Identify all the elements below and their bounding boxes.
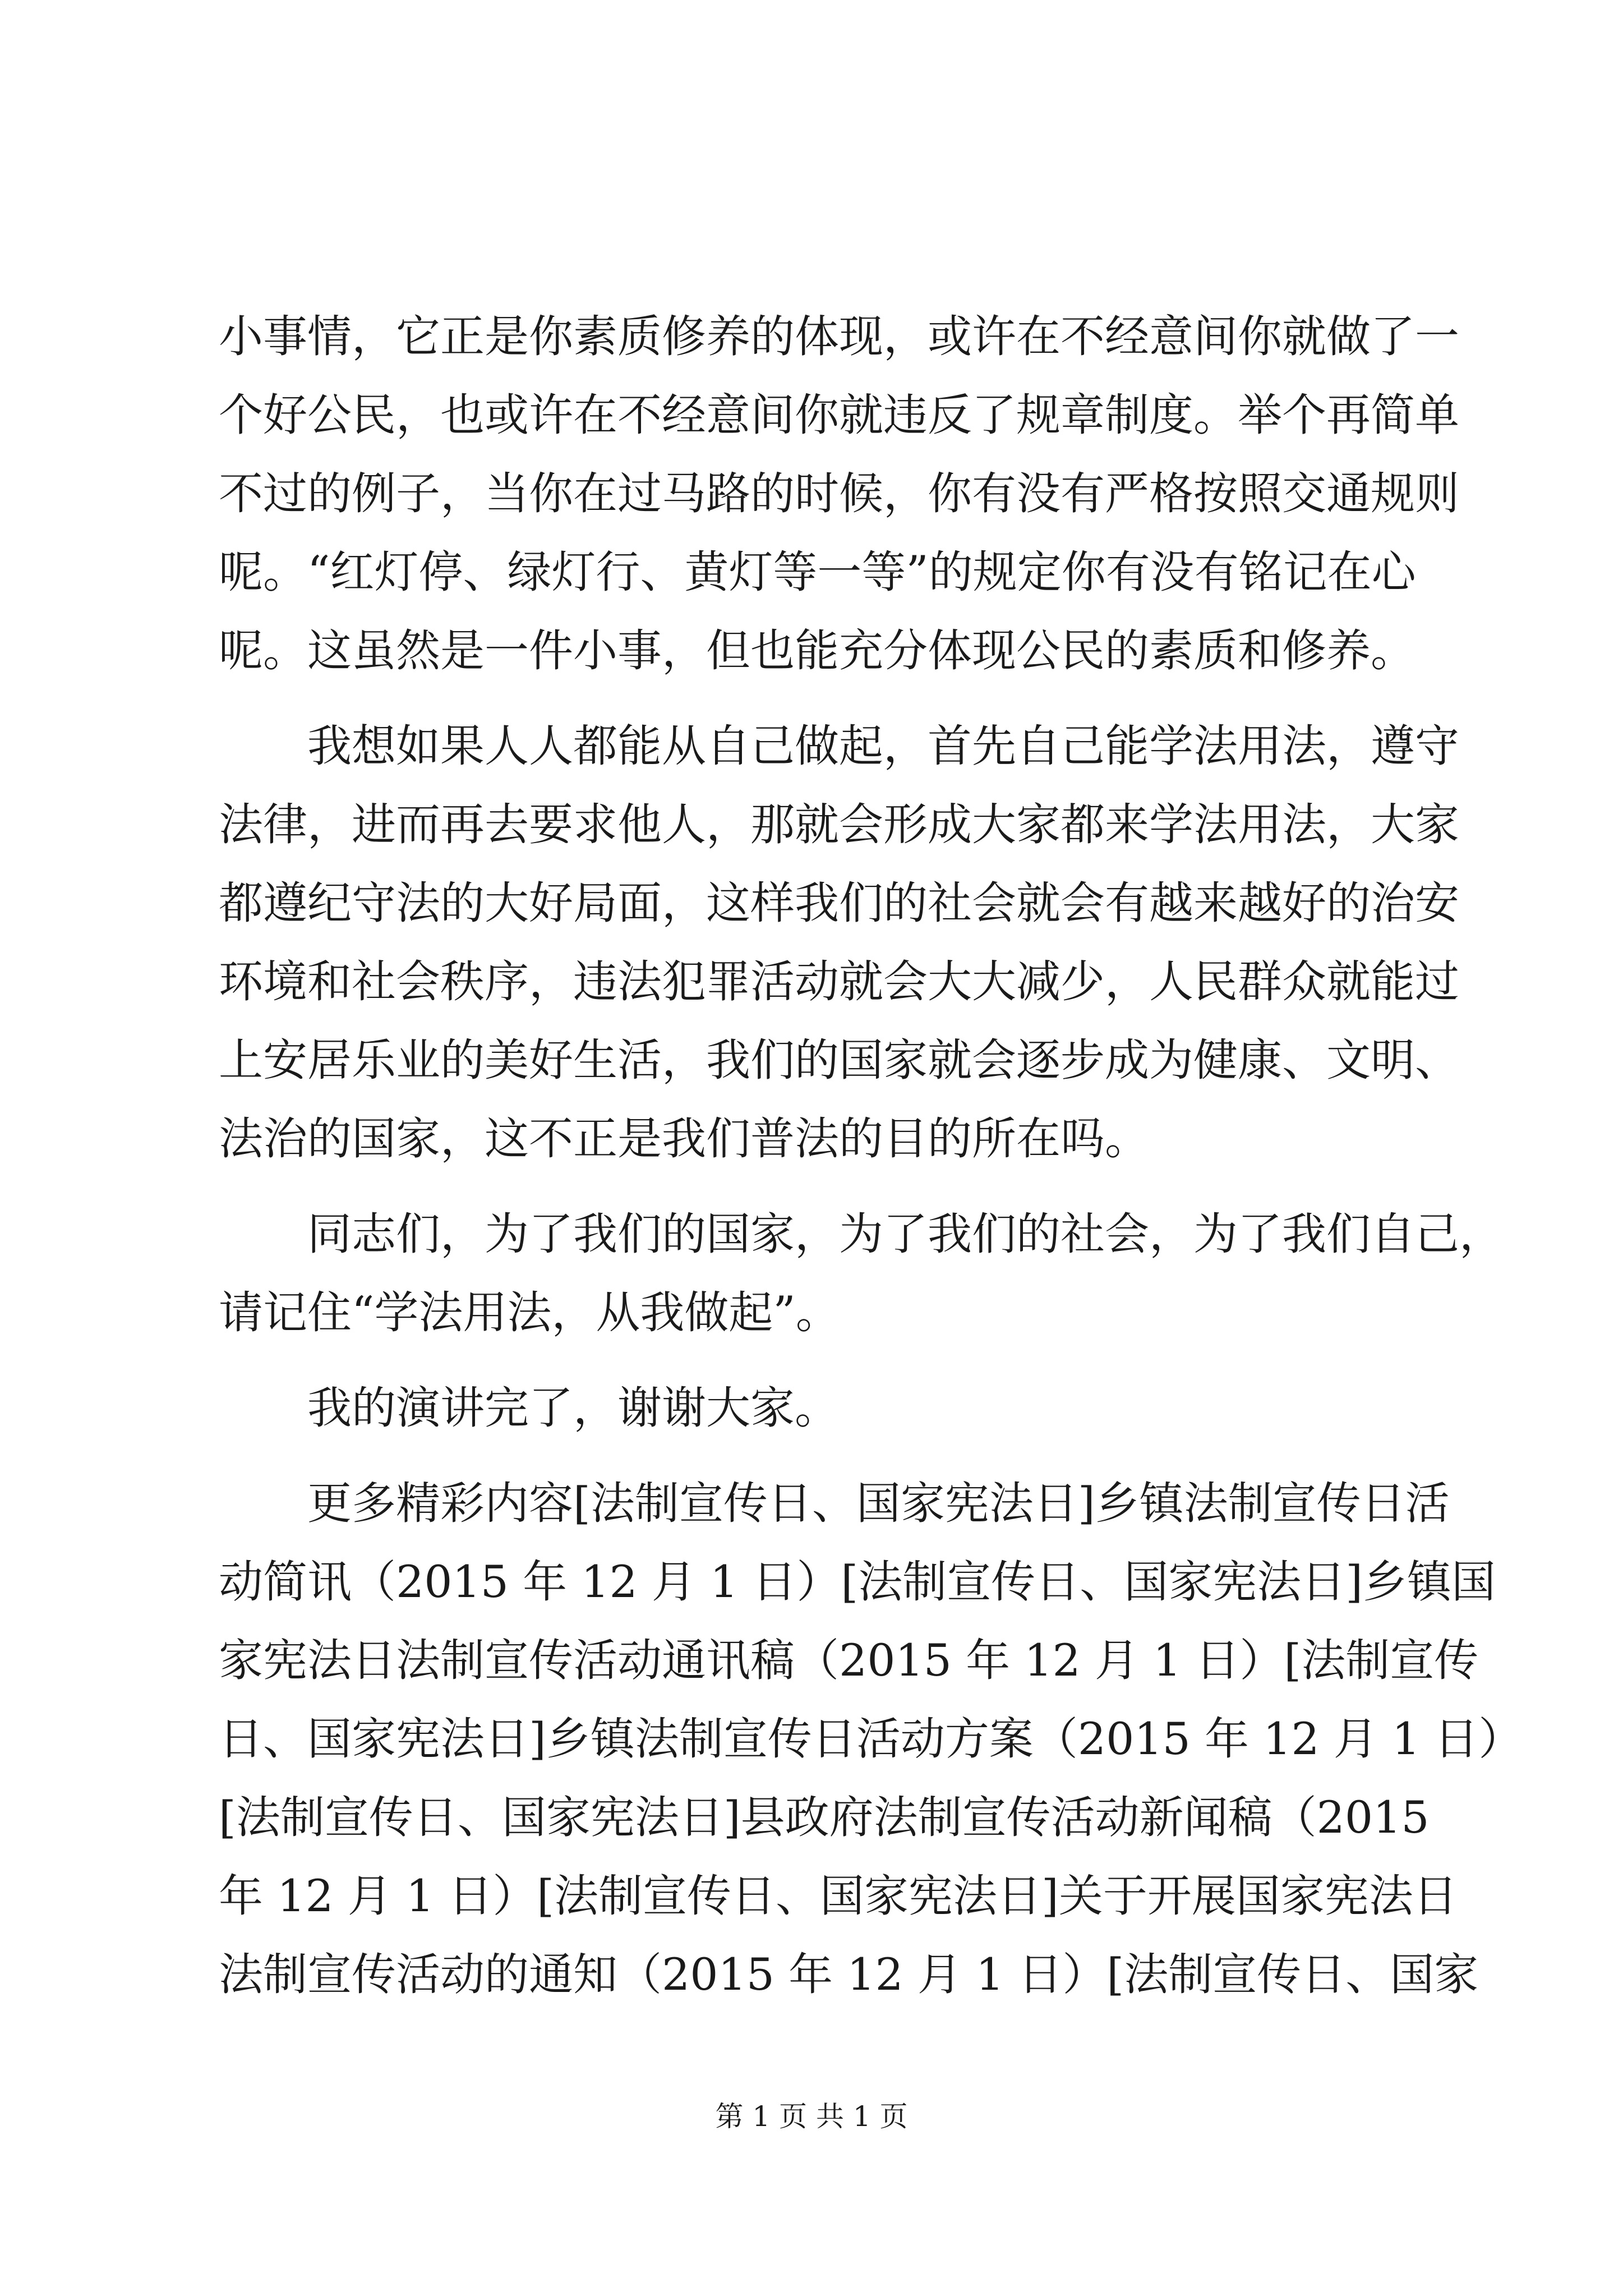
text-line: 法律，进而再去要求他人，那就会形成大家都来学法用法，大家 (219, 799, 1459, 850)
text-line: 法治的国家，这不正是我们普法的目的所在吗。 (219, 1113, 1149, 1165)
text-line: 同志们，为了我们的国家，为了我们的社会，为了我们自己， (219, 1208, 1504, 1260)
page-footer: 第 1 页 共 1 页 (715, 2100, 908, 2133)
text-line: 日、国家宪法日]乡镇法制宣传日活动方案（2015 年 12 月 1 日） (219, 1713, 1523, 1765)
text-line: 都遵纪守法的大好局面，这样我们的社会就会有越来越好的治安 (219, 877, 1459, 929)
text-line: 请记住“学法用法，从我做起”。 (219, 1287, 840, 1338)
text-line: 呢。“红灯停、绿灯行、黄灯等一等”的规定你有没有铭记在心 (219, 546, 1416, 598)
text-line: 上安居乐业的美好生活，我们的国家就会逐步成为健康、文明、 (219, 1034, 1459, 1086)
text-line: 年 12 月 1 日）[法制宣传日、国家宪法日]关于开展国家宪法日 (219, 1870, 1458, 1922)
text-line: 法制宣传活动的通知（2015 年 12 月 1 日）[法制宣传日、国家 (219, 1949, 1479, 2000)
text-line: 个好公民，也或许在不经意间你就违反了规章制度。举个再简单 (219, 389, 1459, 441)
text-line: 动简讯（2015 年 12 月 1 日）[法制宣传日、国家宪法日]乡镇国 (219, 1556, 1496, 1608)
text-line: 我想如果人人都能从自己做起，首先自己能学法用法，遵守 (219, 720, 1459, 772)
text-line: 我的演讲完了，谢谢大家。 (219, 1382, 839, 1434)
text-line: 更多精彩内容[法制宣传日、国家宪法日]乡镇法制宣传日活 (219, 1478, 1450, 1529)
text-line: 小事情，它正是你素质修养的体现，或许在不经意间你就做了一 (219, 311, 1459, 362)
text-line: 家宪法日法制宣传活动通讯稿（2015 年 12 月 1 日）[法制宣传 (219, 1635, 1479, 1686)
text-line: [法制宣传日、国家宪法日]县政府法制宣传活动新闻稿（2015 (219, 1792, 1430, 1843)
text-line: 环境和社会秩序，违法犯罪活动就会大大减少，人民群众就能过 (219, 956, 1459, 1007)
text-line: 呢。这虽然是一件小事，但也能充分体现公民的素质和修养。 (219, 625, 1415, 677)
text-line: 不过的例子，当你在过马路的时候，你有没有严格按照交通规则 (219, 468, 1459, 519)
